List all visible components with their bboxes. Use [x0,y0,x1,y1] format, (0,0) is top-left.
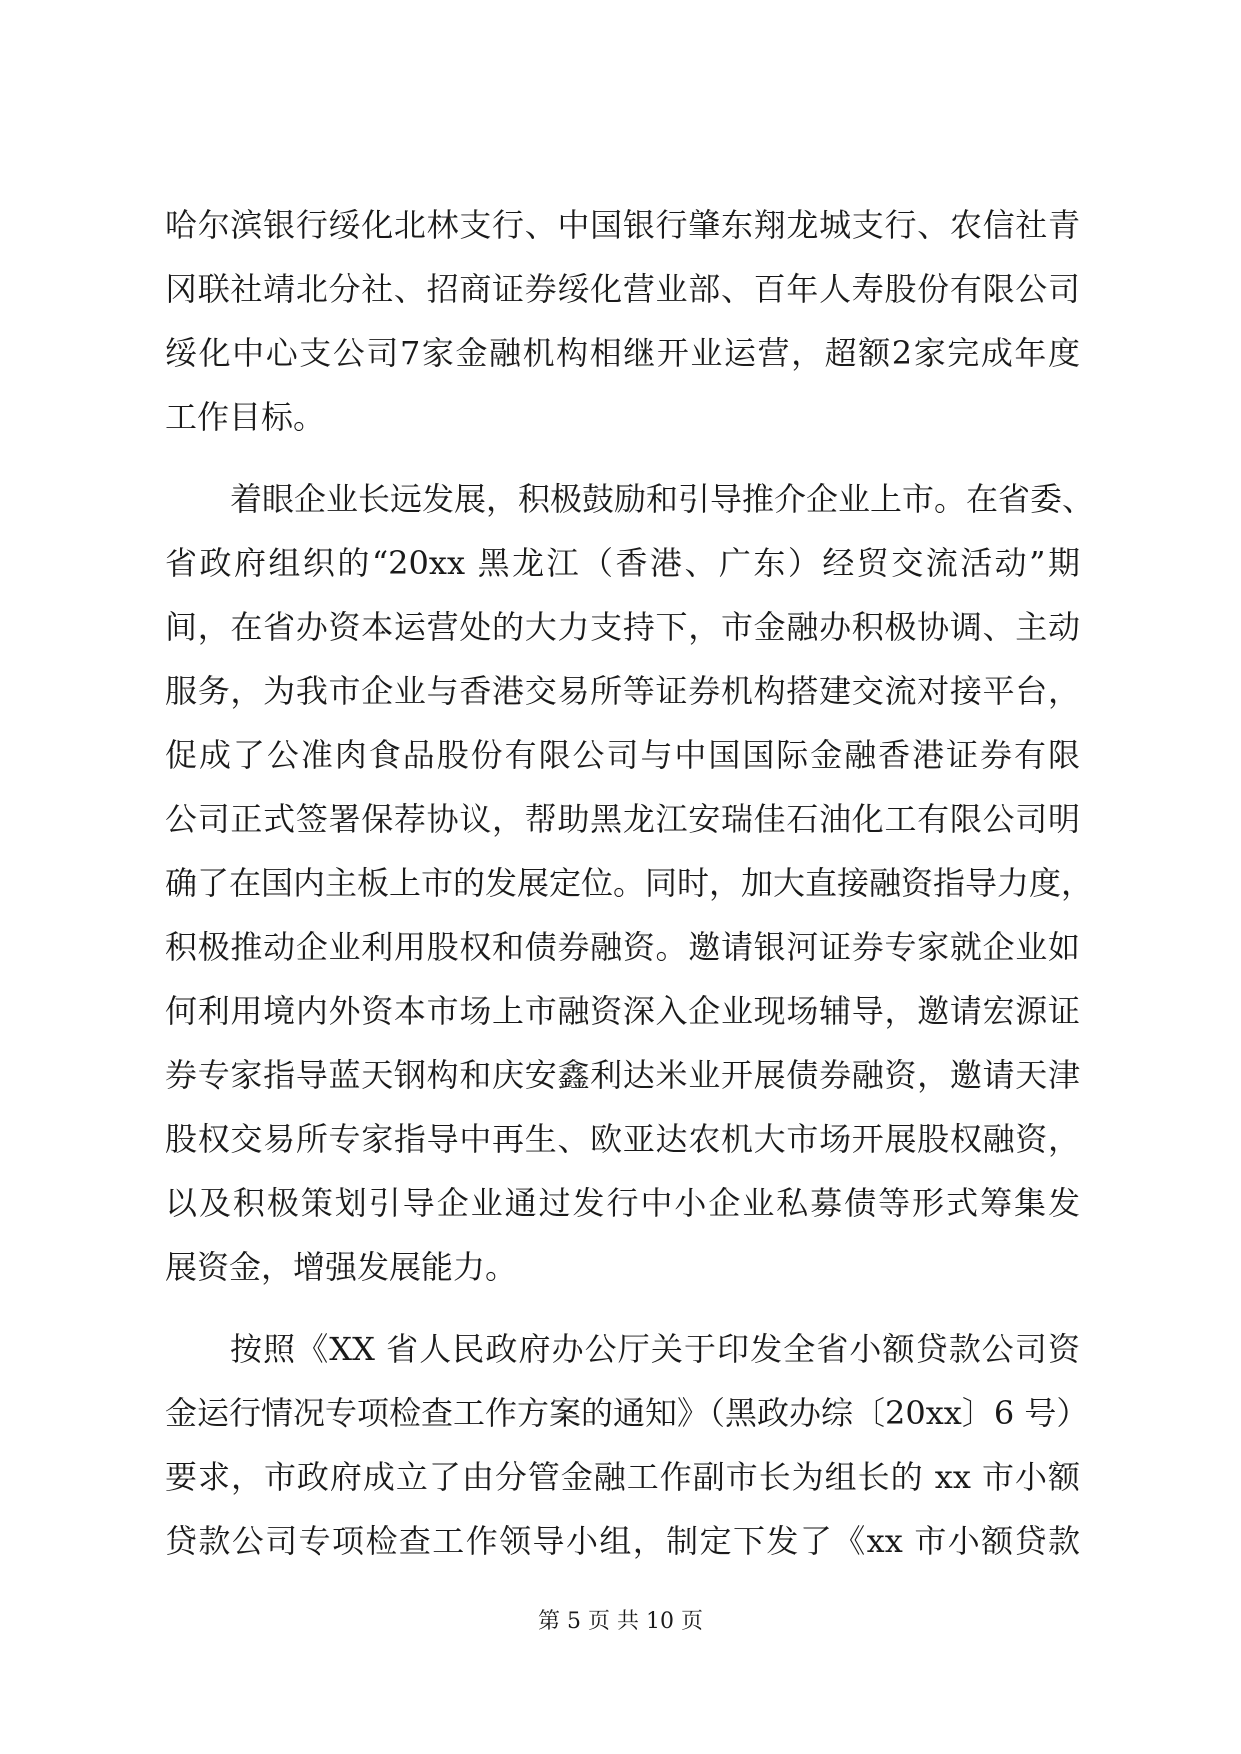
text-line: 券专家指导蓝天钢构和庆安鑫利达米业开展债券融资，邀请天津 [165,1056,1080,1094]
text-line: 绥化中心支公司7家金融机构相继开业运营，超额2家完成年度 [165,334,1080,372]
paragraph-first-line: 着眼企业长远发展，积极鼓励和引导推介企业上市。在省委、 [230,480,1095,518]
text-line: 哈尔滨银行绥化北林支行、中国银行肇东翔龙城支行、农信社青 [165,206,1080,244]
text-line: 贷款公司专项检查工作领导小组，制定下发了《xx 市小额贷款 [165,1522,1080,1560]
text-line: 服务，为我市企业与香港交易所等证券机构搭建交流对接平台， [165,672,1080,710]
page-footer: 第 5 页 共 10 页 [538,1609,703,1634]
text-line: 金运行情况专项检查工作方案的通知》（黑政办综〔20xx〕6 号） [165,1394,1089,1432]
text-line: 公司正式签署保荐协议，帮助黑龙江安瑞佳石油化工有限公司明 [165,800,1080,838]
text-line: 确了在国内主板上市的发展定位。同时，加大直接融资指导力度， [165,864,1094,902]
text-line: 省政府组织的“20xx 黑龙江（香港、广东）经贸交流活动”期 [165,544,1080,582]
text-line: 工作目标。 [165,398,326,436]
text-line: 何利用境内外资本市场上市融资深入企业现场辅导，邀请宏源证 [165,992,1080,1030]
paragraph-first-line: 按照《XX 省人民政府办公厅关于印发全省小额贷款公司资 [230,1330,1080,1368]
text-line: 股权交易所专家指导中再生、欧亚达农机大市场开展股权融资， [165,1120,1080,1158]
text-line: 冈联社靖北分社、招商证券绥化营业部、百年人寿股份有限公司 [165,270,1080,308]
text-line: 展资金，增强发展能力。 [165,1248,518,1286]
text-line: 间，在省办资本运营处的大力支持下，市金融办积极协调、主动 [165,608,1080,646]
text-line: 积极推动企业利用股权和债券融资。邀请银河证券专家就企业如 [165,928,1080,966]
text-line: 以及积极策划引导企业通过发行中小企业私募债等形式筹集发 [165,1184,1080,1222]
text-line: 要求，市政府成立了由分管金融工作副市长为组长的 xx 市小额 [165,1458,1080,1496]
text-line: 促成了公准肉食品股份有限公司与中国国际金融香港证券有限 [165,736,1080,774]
